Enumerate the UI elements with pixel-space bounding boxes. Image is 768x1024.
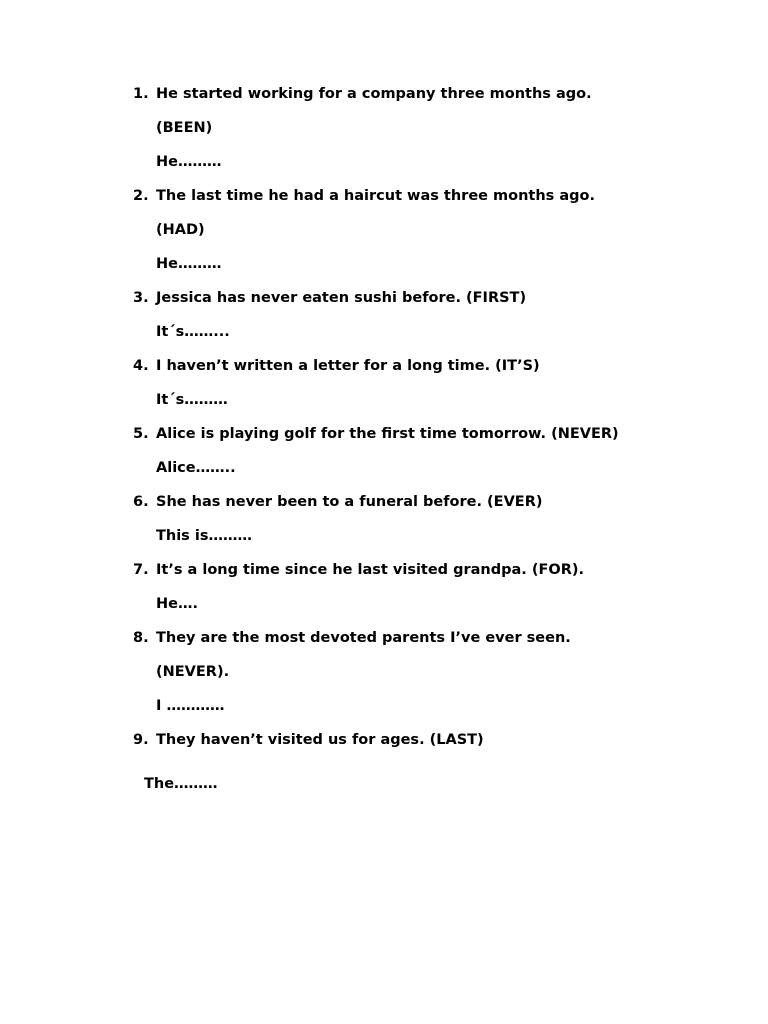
exercise-sentence: Alice is playing golf for the first time tomorrow. (NEVER): [156, 426, 619, 442]
exercise-number: 8.: [133, 630, 149, 646]
exercise-line: It´s………: [156, 392, 228, 408]
final-answer-line: The………: [144, 776, 218, 792]
exercise-number: 3.: [133, 290, 149, 306]
exercise-number: 4.: [133, 358, 149, 374]
exercise-sentence: The last time he had a haircut was three months ago.: [156, 188, 595, 204]
exercise-line: He….: [156, 596, 198, 612]
exercise-line: This is………: [156, 528, 252, 544]
exercise-number: 7.: [133, 562, 149, 578]
exercise-sentence: They are the most devoted parents I’ve ever seen.: [156, 630, 571, 646]
exercise-number: 5.: [133, 426, 149, 442]
exercise-sentence: She has never been to a funeral before. (EVER): [156, 494, 543, 510]
exercise-line: (NEVER).: [156, 664, 230, 680]
exercise-line: I …………: [156, 698, 225, 714]
exercise-sentence: Jessica has never eaten sushi before. (FIRST): [156, 290, 527, 306]
exercise-sentence: I haven’t written a letter for a long time. (IT’S): [156, 358, 540, 374]
exercise-number: 6.: [133, 494, 149, 510]
exercise-line: (BEEN): [156, 120, 213, 136]
exercise-sentence: They haven’t visited us for ages. (LAST): [156, 732, 484, 748]
exercise-line: He………: [156, 154, 222, 170]
exercise-sentence: He started working for a company three months ago.: [156, 86, 592, 102]
exercise-number: 1.: [133, 86, 149, 102]
exercise-line: It´s……...: [156, 324, 230, 340]
exercise-line: (HAD): [156, 222, 205, 238]
exercise-line: Alice……..: [156, 460, 236, 476]
exercise-number: 2.: [133, 188, 149, 204]
exercise-line: He………: [156, 256, 222, 272]
exercise-sentence: It’s a long time since he last visited grandpa. (FOR).: [156, 562, 585, 578]
exercise-number: 9.: [133, 732, 149, 748]
